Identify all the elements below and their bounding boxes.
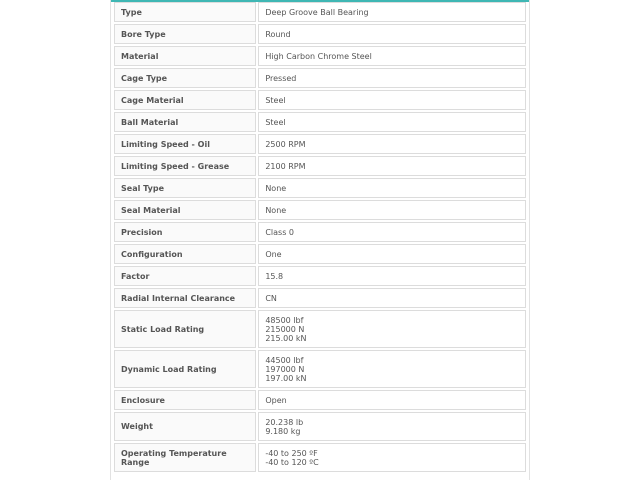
- spec-value: [258, 350, 526, 388]
- spec-label: Seal Material: [114, 200, 256, 220]
- table-row: [114, 46, 526, 66]
- spec-label: Limiting Speed - Oil: [114, 134, 256, 154]
- spec-value-line: 20.238 lb: [265, 417, 304, 427]
- table-row: [114, 350, 526, 388]
- spec-value: [258, 310, 526, 348]
- table-row: [114, 200, 526, 220]
- specifications-panel: [110, 0, 530, 480]
- spec-label: Precision: [114, 222, 256, 242]
- spec-value: [258, 288, 526, 308]
- spec-label: Configuration: [114, 244, 256, 264]
- spec-value-line: 215000 N: [265, 324, 305, 334]
- spec-label: Material: [114, 46, 256, 66]
- spec-value-line: One: [265, 249, 282, 259]
- spec-label: Bore Type: [114, 24, 256, 44]
- spec-value-line: 2100 RPM: [265, 161, 306, 171]
- spec-value: [258, 156, 526, 176]
- spec-value-line: 9.180 kg: [265, 426, 301, 436]
- spec-value-line: 2500 RPM: [265, 139, 306, 149]
- spec-value-line: None: [265, 205, 287, 215]
- table-row: [114, 2, 526, 22]
- table-row: [114, 266, 526, 286]
- spec-label: Dynamic Load Rating: [114, 350, 256, 388]
- table-row: [114, 90, 526, 110]
- table-row: [114, 24, 526, 44]
- spec-value-line: -40 to 120 ºC: [265, 457, 319, 467]
- spec-label: Enclosure: [114, 390, 256, 410]
- spec-label: Static Load Rating: [114, 310, 256, 348]
- spec-value: [258, 390, 526, 410]
- table-row: [114, 112, 526, 132]
- spec-value-line: 215.00 kN: [265, 333, 307, 343]
- specifications-table: [114, 2, 526, 474]
- spec-value-line: Class 0: [265, 227, 294, 237]
- spec-value: [258, 2, 526, 22]
- spec-value-line: 197000 N: [265, 364, 305, 374]
- spec-value: [258, 90, 526, 110]
- spec-label: Weight: [114, 412, 256, 441]
- spec-value-line: Open: [265, 395, 287, 405]
- spec-value: [258, 112, 526, 132]
- spec-value: [258, 244, 526, 264]
- spec-value: [258, 134, 526, 154]
- spec-value: [258, 68, 526, 88]
- spec-value-line: Steel: [265, 95, 286, 105]
- spec-value: [258, 178, 526, 198]
- spec-value-line: High Carbon Chrome Steel: [265, 51, 372, 61]
- spec-value: [258, 200, 526, 220]
- spec-value: [258, 24, 526, 44]
- table-row: [114, 134, 526, 154]
- spec-label: Factor: [114, 266, 256, 286]
- spec-value: [258, 46, 526, 66]
- spec-value-line: CN: [265, 293, 277, 303]
- spec-value-line: 197.00 kN: [265, 373, 307, 383]
- table-row: [114, 222, 526, 242]
- spec-label: Type: [114, 2, 256, 22]
- spec-value: [258, 222, 526, 242]
- spec-value-line: 44500 lbf: [265, 355, 304, 365]
- table-row: [114, 156, 526, 176]
- spec-label: Cage Type: [114, 68, 256, 88]
- spec-value: [258, 412, 526, 441]
- spec-label: Limiting Speed - Grease: [114, 156, 256, 176]
- spec-label: Cage Material: [114, 90, 256, 110]
- table-row: [114, 443, 526, 472]
- spec-value-line: Pressed: [265, 73, 297, 83]
- spec-label: Ball Material: [114, 112, 256, 132]
- spec-label: Seal Type: [114, 178, 256, 198]
- spec-value-line: -40 to 250 ºF: [265, 448, 318, 458]
- table-row: [114, 68, 526, 88]
- spec-label: Operating Temperature Range: [114, 443, 256, 472]
- spec-value-line: Round: [265, 29, 291, 39]
- spec-value: [258, 443, 526, 472]
- table-row: [114, 288, 526, 308]
- spec-value-line: None: [265, 183, 287, 193]
- spec-value-line: Steel: [265, 117, 286, 127]
- table-row: [114, 390, 526, 410]
- table-row: [114, 244, 526, 264]
- spec-value-line: Deep Groove Ball Bearing: [265, 7, 369, 17]
- spec-value-line: 15.8: [265, 271, 284, 281]
- table-row: [114, 412, 526, 441]
- spec-label: Radial Internal Clearance: [114, 288, 256, 308]
- table-row: [114, 178, 526, 198]
- table-row: [114, 310, 526, 348]
- spec-value-line: 48500 lbf: [265, 315, 304, 325]
- spec-value: [258, 266, 526, 286]
